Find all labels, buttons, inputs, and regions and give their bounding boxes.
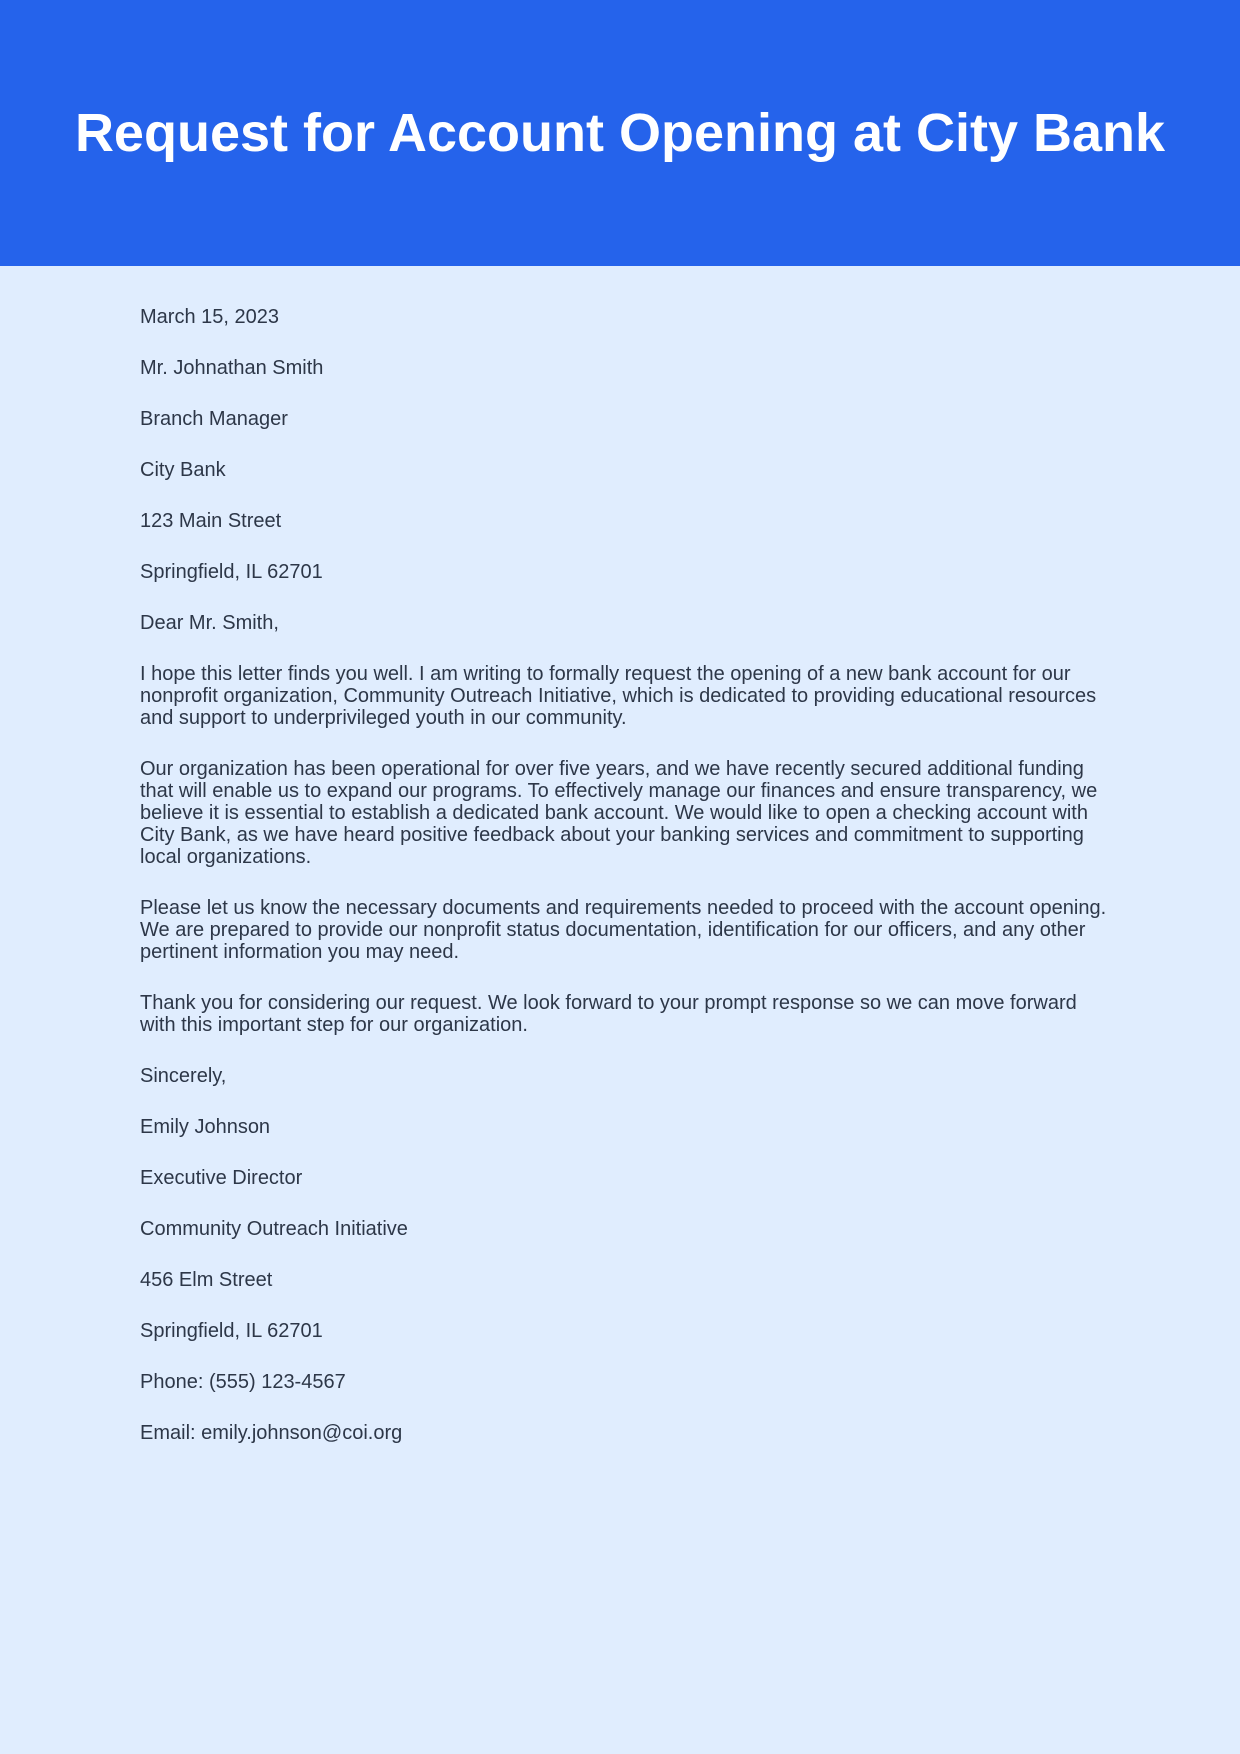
letter-body xyxy=(140,306,1110,1473)
recipient-title: Branch Manager xyxy=(140,408,288,430)
body-paragraph: Thank you for considering our request. We look forward to your prompt response so we can move forward with this important step for our organization. xyxy=(140,992,1077,1036)
letter-date: March 15, 2023 xyxy=(140,306,279,328)
sender-email: Email: emily.johnson@coi.org xyxy=(140,1422,403,1444)
sender-title: Executive Director xyxy=(140,1167,303,1189)
closing: Sincerely, xyxy=(140,1065,227,1087)
sender-name: Emily Johnson xyxy=(140,1116,271,1138)
sender-city-state-zip: Springfield, IL 62701 xyxy=(140,1320,323,1342)
recipient-city-state-zip: Springfield, IL 62701 xyxy=(140,561,323,583)
body-paragraph: Please let us know the necessary documents and requirements needed to proceed with the account opening. We are prepared to provide our nonprofit status documentation, identification for our officers, and any other pertinent information you may need. xyxy=(140,897,1107,963)
sender-organization: Community Outreach Initiative xyxy=(140,1218,408,1240)
sender-street: 456 Elm Street xyxy=(140,1269,273,1291)
body-paragraph: I hope this letter finds you well. I am writing to formally request the opening of a new bank account for our nonprofit organization, Community Outreach Initiative, which is dedicated to providing educational resources and support to underprivileged youth in our community. xyxy=(140,663,1097,729)
recipient-name: Mr. Johnathan Smith xyxy=(140,357,324,379)
header-banner xyxy=(0,0,1240,266)
salutation: Dear Mr. Smith, xyxy=(140,612,279,634)
sender-phone: Phone: (555) 123-4567 xyxy=(140,1371,346,1393)
page-title: Request for Account Opening at City Bank xyxy=(74,103,1166,163)
body-paragraph: Our organization has been operational for over five years, and we have recently secured additional funding that will enable us to expand our programs. To effectively manage our finances and ensure transparency, we believe it is essential to establish a dedicated bank account. We would like to open a checking account with City Bank, as we have heard positive feedback about your banking services and commitment to supporting local organizations. xyxy=(140,758,1098,868)
recipient-organization: City Bank xyxy=(140,459,226,481)
recipient-street: 123 Main Street xyxy=(140,510,282,532)
